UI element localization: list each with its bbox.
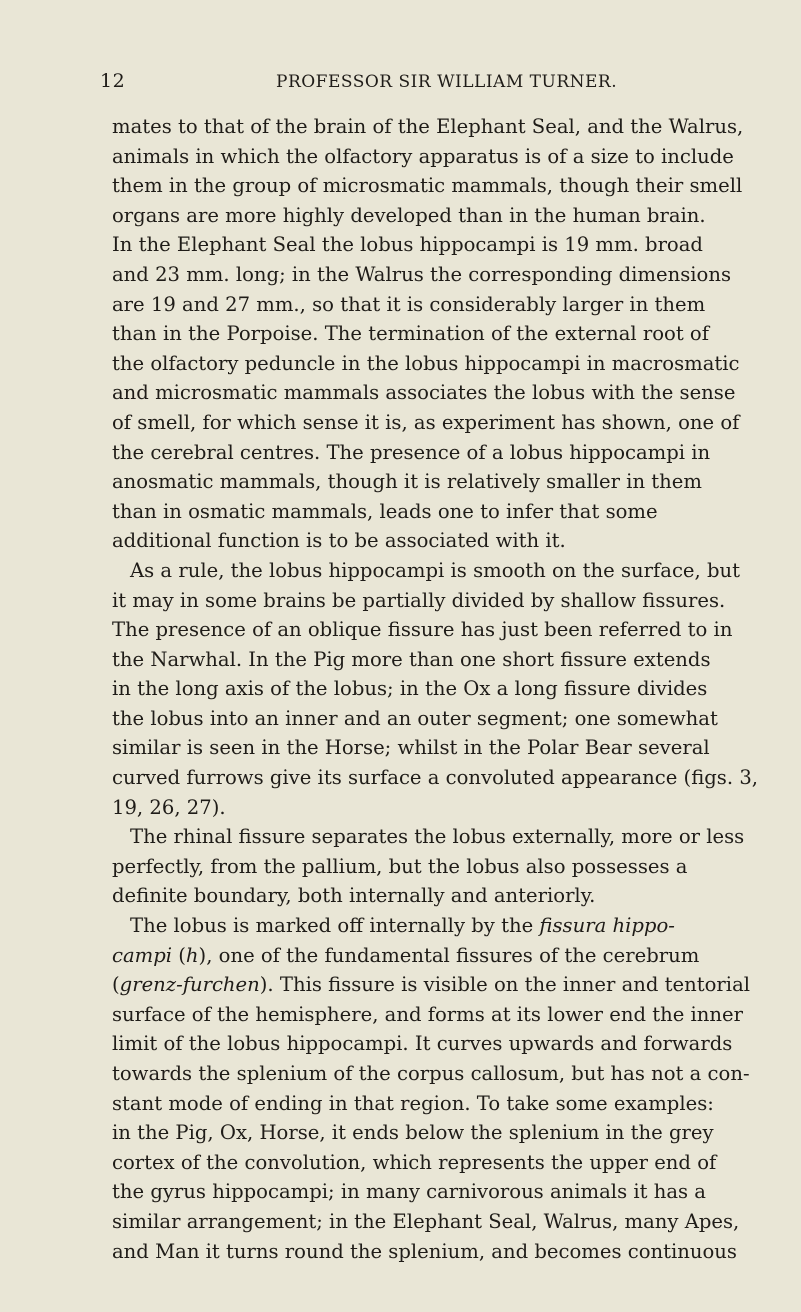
- italic-term: campi: [112, 943, 173, 967]
- page-number: 12: [100, 70, 126, 92]
- body-text: [112, 112, 762, 1266]
- text-run: (: [172, 943, 186, 967]
- text-line: The presence of an oblique fissure has just been referred to in: [112, 618, 733, 642]
- text-run: similar arrangement; in the Elephant Seal, Walrus, many Apes,: [112, 1209, 740, 1233]
- text-line: The rhinal fissure separates the lobus externally, more or less: [130, 825, 745, 849]
- running-head: [100, 70, 760, 100]
- text-run: (: [112, 973, 120, 997]
- running-title: PROFESSOR SIR WILLIAM TURNER.: [276, 72, 618, 92]
- text-line: mates to that of the brain of the Elephant Seal, and the Walrus,: [112, 115, 744, 138]
- italic-term: grenz-furchen: [119, 973, 260, 997]
- text-line: [112, 970, 762, 1000]
- text-line: and microsmatic mammals associates the lobus with the sense: [112, 381, 736, 405]
- text-line: definite boundary, both internally and anteriorly.: [112, 884, 596, 908]
- text-run: surface of the hemisphere, and forms at its lower end the inner: [112, 1002, 744, 1026]
- text-line: [112, 1207, 762, 1237]
- text-line: additional function is to be associated with it.: [112, 529, 566, 553]
- text-line: [112, 1029, 762, 1059]
- text-line: [112, 1237, 762, 1267]
- text-run: limit of the lobus hippocampi. It curves upwards and forwards: [112, 1032, 733, 1056]
- text-line: [112, 1059, 762, 1089]
- text-line: organs are more highly developed than in the human brain.: [112, 203, 706, 227]
- text-run: and Man it turns round the splenium, and becomes continuous: [112, 1239, 737, 1263]
- text-line: [112, 1000, 762, 1030]
- text-line: it may in some brains be partially divided by shallow fissures.: [112, 588, 726, 612]
- text-run: The lobus is marked off internally by the: [130, 914, 540, 938]
- text-line: [112, 1089, 762, 1119]
- text-run: in the Pig, Ox, Horse, it ends below the splenium in the grey: [112, 1121, 714, 1145]
- text-run: stant mode of ending in that region. To take some examples:: [112, 1091, 714, 1115]
- text-line: anosmatic mammals, though it is relatively smaller in them: [112, 470, 702, 494]
- text-run: ). This fissure is visible on the inner and tentorial: [259, 973, 751, 997]
- text-line: similar is seen in the Horse; whilst in the Polar Bear several: [112, 736, 710, 760]
- italic-term: h: [185, 943, 199, 967]
- text-line: the Narwhal. In the Pig more than one short fissure extends: [112, 647, 711, 671]
- text-line: perfectly, from the pallium, but the lobus also possesses a: [112, 854, 688, 878]
- text-line: [112, 911, 762, 941]
- text-line: In the Elephant Seal the lobus hippocampi is 19 mm. broad: [112, 233, 703, 257]
- text-line: them in the group of microsmatic mammals, though their smell: [112, 174, 743, 198]
- text-line: animals in which the olfactory apparatus is of a size to include: [112, 144, 734, 168]
- text-line: the lobus into an inner and an outer segment; one somewhat: [112, 706, 718, 730]
- text-line: [112, 941, 762, 971]
- paragraph: [112, 556, 762, 822]
- text-line: the cerebral centres. The presence of a lobus hippocampi in: [112, 440, 711, 464]
- paragraph: [112, 911, 762, 1266]
- text-line: and 23 mm. long; in the Walrus the corresponding dimensions: [112, 262, 732, 286]
- text-line: [112, 1118, 762, 1148]
- text-line: in the long axis of the lobus; in the Ox a long fissure divides: [112, 677, 708, 701]
- text-line: the olfactory peduncle in the lobus hippocampi in macrosmatic: [112, 351, 740, 375]
- text-run: the gyrus hippocampi; in many carnivorous animals it has a: [112, 1180, 706, 1204]
- text-line: [112, 1148, 762, 1178]
- paragraph: [112, 112, 762, 556]
- text-line: [112, 1177, 762, 1207]
- text-line: 19, 26, 27).: [112, 795, 226, 819]
- text-line: are 19 and 27 mm., so that it is considerably larger in them: [112, 292, 706, 316]
- text-line: than in the Porpoise. The termination of the external root of: [112, 322, 709, 346]
- text-line: curved furrows give its surface a convoluted appearance (figs. 3,: [112, 766, 759, 790]
- text-line: than in osmatic mammals, leads one to infer that some: [112, 499, 658, 523]
- italic-term: fissura hippo-: [539, 914, 675, 938]
- text-run: towards the splenium of the corpus callosum, but has not a con-: [112, 1062, 750, 1085]
- text-run: ), one of the fundamental fissures of the cerebrum: [198, 943, 700, 967]
- paragraph: [112, 822, 762, 911]
- text-run: cortex of the convolution, which represents the upper end of: [112, 1150, 717, 1174]
- text-line: of smell, for which sense it is, as experiment has shown, one of: [112, 410, 740, 434]
- text-line: As a rule, the lobus hippocampi is smooth on the surface, but: [130, 558, 741, 582]
